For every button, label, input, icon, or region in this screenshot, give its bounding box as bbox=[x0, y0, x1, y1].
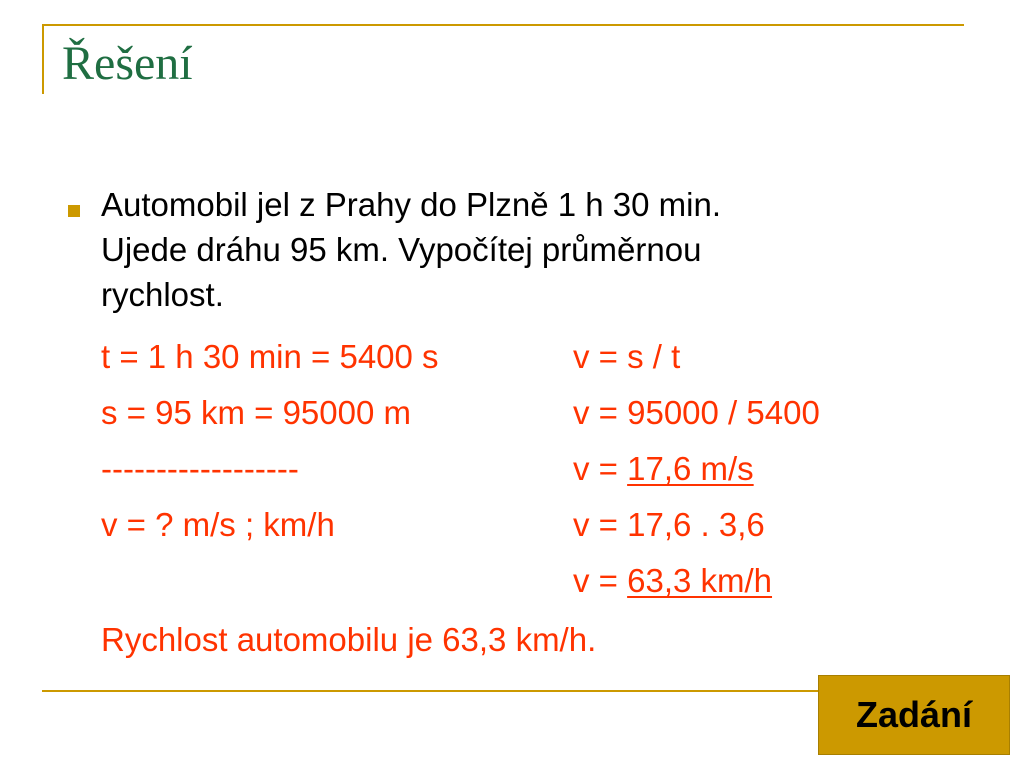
problem-line-1: Automobil jel z Prahy do Plzně 1 h 30 min. bbox=[101, 186, 721, 223]
calc-given-time: t = 1 h 30 min = 5400 s bbox=[101, 338, 439, 375]
calc-result-ms-value: 17,6 m/s bbox=[627, 450, 754, 487]
answer-sentence: Rychlost automobilu je 63,3 km/h. bbox=[101, 621, 597, 658]
calc-conversion bbox=[573, 497, 765, 553]
calc-result-kmh-prefix: v = bbox=[573, 562, 628, 599]
calc-row bbox=[101, 329, 962, 385]
calc-row bbox=[101, 385, 962, 441]
calc-substitution bbox=[573, 385, 820, 441]
calc-result-kmh-value: 63,3 km/h bbox=[627, 562, 773, 599]
problem-line-3: rychlost. bbox=[101, 276, 224, 313]
problem-bullet bbox=[62, 182, 962, 317]
slide-content bbox=[62, 182, 962, 665]
calc-row bbox=[101, 441, 962, 497]
calc-formula-text: v = s / t bbox=[573, 338, 681, 375]
zadani-button[interactable]: Zadání bbox=[818, 675, 1010, 755]
top-divider bbox=[42, 24, 964, 26]
square-bullet-icon bbox=[68, 205, 80, 217]
calc-empty bbox=[101, 553, 573, 609]
calc-unknown: v = ? m/s ; km/h bbox=[101, 506, 335, 543]
title-left-divider bbox=[42, 24, 44, 94]
calc-formula bbox=[573, 329, 680, 385]
calc-result-kmh bbox=[573, 553, 772, 609]
calc-conversion-text: v = 17,6 . 3,6 bbox=[573, 506, 765, 543]
calc-row bbox=[101, 553, 962, 609]
calc-substitution-text: v = 95000 / 5400 bbox=[573, 394, 820, 431]
calc-result-ms-prefix: v = bbox=[573, 450, 628, 487]
solution-calculation bbox=[62, 329, 962, 609]
slide-title: Řešení bbox=[62, 37, 193, 90]
problem-line-2: Ujede dráhu 95 km. Vypočítej průměrnou bbox=[101, 231, 702, 268]
calc-given-distance: s = 95 km = 95000 m bbox=[101, 394, 412, 431]
calc-row bbox=[101, 497, 962, 553]
calc-separator: ------------------ bbox=[101, 450, 299, 487]
calc-result-ms bbox=[573, 441, 754, 497]
